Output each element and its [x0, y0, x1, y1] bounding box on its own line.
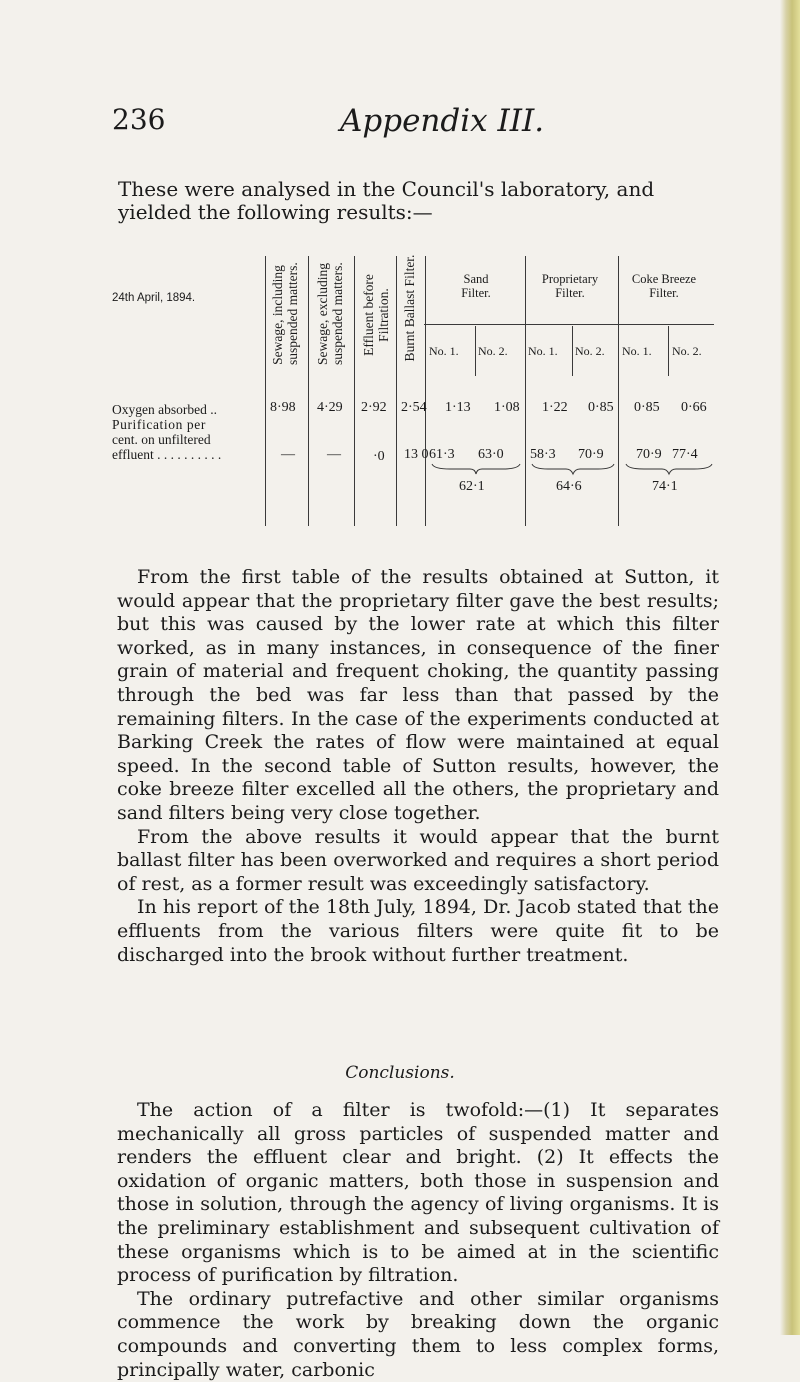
cell-prop-no2-purification: 70·9 — [578, 447, 604, 462]
cell-prop-no2-oxygen: 0·85 — [588, 400, 614, 415]
group-header-coke — [614, 272, 714, 300]
col-header-line: Sewage, including — [270, 265, 285, 365]
paragraph: The action of a filter is twofold:—(1) It separates mechanically all gross particles of suspended matter and renders the effluent clear and bright. (2) It effects the oxidation of organic matters, both those in suspension and those in solution, through the agency of living organisms. It is the preliminary establishment and subsequent cultivation of these organisms which is to be aimed at in the scientific process of purification by filtration. — [117, 1099, 719, 1287]
cell-coke-no1-purification: 70·9 — [636, 447, 662, 462]
page-number: 236 — [112, 103, 166, 136]
col-header-effluent-before — [361, 265, 391, 365]
cell-coke-no2-oxygen: 0·66 — [681, 400, 707, 415]
group-header-sand — [446, 272, 506, 300]
sand-mean-brace — [430, 462, 522, 476]
col-header-line: Sewage, excluding — [315, 263, 330, 365]
cell-sand-no1-oxygen: 1·13 — [445, 400, 471, 415]
conclusions-text — [117, 1099, 719, 1382]
group-header-proprietary — [525, 272, 615, 300]
group-header-line: Filter. — [555, 286, 585, 300]
col-rule — [572, 326, 573, 376]
col-rule — [475, 326, 476, 376]
sand-mean: 62·1 — [459, 479, 485, 494]
cell-burnt-ballast-oxygen: 2·54 — [401, 400, 427, 415]
subheader-prop-no2: No. 2. — [575, 344, 605, 358]
cell-prop-no1-oxygen: 1·22 — [542, 400, 568, 415]
col-rule — [425, 256, 426, 526]
row-label-line: Purification per — [112, 417, 206, 432]
cell-effluent-before-oxygen: 2·92 — [361, 400, 387, 415]
coke-mean: 74·1 — [652, 479, 678, 494]
col-rule — [265, 256, 266, 526]
row-label-line: cent. on unfiltered — [112, 432, 211, 447]
group-header-line: Filter. — [461, 286, 491, 300]
discussion-text — [117, 566, 719, 967]
cell-prop-no1-purification: 58·3 — [530, 447, 556, 462]
col-header-line: suspended matters. — [285, 262, 300, 365]
prop-mean-brace — [530, 462, 616, 476]
cell-sand-no2-purification: 63·0 — [478, 447, 504, 462]
subheader-sand-no2: No. 2. — [478, 344, 508, 358]
cell-sewage-incl-purification: — — [281, 447, 295, 462]
subheader-coke-no2: No. 2. — [672, 344, 702, 358]
paragraph: From the first table of the results obtained at Sutton, it would appear that the proprietary filter gave the best results; but this was caused by the lower rate at which this filter worked, as in many instances, in consequence of the finer grain of material and frequent choking, the quantity passing through the bed was far less than that passed by the remaining filters. In the case of the experiments conducted at Barking Creek the rates of flow were maintained at equal speed. In the second table of Sutton results, however, the coke breeze filter excelled all the others, the proprietary and sand filters being very close together. — [117, 566, 719, 824]
cell-sewage-excl-oxygen: 4·29 — [317, 400, 343, 415]
row-label-line: Oxygen absorbed .. — [112, 402, 217, 417]
row-label-line: effluent . . . . . . . . . . — [112, 447, 222, 462]
col-header-sewage-incl — [270, 262, 300, 365]
col-header-burnt-ballast: Burnt Ballast Filter. — [402, 254, 417, 362]
subheader-rule — [424, 324, 714, 325]
col-header-line: Effluent before — [361, 274, 376, 356]
paragraph: From the above results it would appear that the burnt ballast filter has been overworked and requires a short period of rest, as a former result was exceedingly satisfactory. — [117, 825, 719, 895]
subheader-sand-no1: No. 1. — [429, 344, 459, 358]
cell-coke-no2-purification: 77·4 — [672, 447, 698, 462]
cell-effluent-before-purification: ·0 — [373, 449, 385, 464]
conclusions-heading: Conclusions. — [345, 1063, 455, 1083]
col-header-line: suspended matters. — [330, 262, 345, 365]
cell-sand-no2-oxygen: 1·08 — [494, 400, 520, 415]
cell-sewage-excl-purification: — — [327, 447, 341, 462]
group-header-line: Filter. — [649, 286, 679, 300]
group-header-line: Coke Breeze — [631, 272, 697, 286]
subheader-prop-no1: No. 1. — [528, 344, 558, 358]
cell-burnt-ballast-purification: 13 0 — [404, 447, 429, 462]
date-label: 24th April, 1894. — [112, 292, 196, 304]
paragraph: In his report of the 18th July, 1894, Dr. Jacob stated that the effluents from the various filters were quite fit to be discharged into the brook without further treatment. — [117, 896, 719, 966]
results-table — [0, 0, 800, 560]
cell-sewage-incl-oxygen: 8·98 — [270, 400, 296, 415]
col-header-sewage-excl — [315, 262, 345, 365]
group-header-line: Proprietary — [541, 272, 599, 286]
col-rule — [354, 256, 355, 526]
running-title: Appendix III. — [340, 103, 545, 139]
col-rule — [396, 256, 397, 526]
intro-text: These were analysed in the Council's laboratory, and yielded the following results:— — [118, 177, 655, 224]
subheader-coke-no1: No. 1. — [622, 344, 652, 358]
paragraph: The ordinary putrefactive and other similar organisms commence the work by breaking down the organic compounds and converting them to less complex forms, principally water, carbonic — [117, 1287, 719, 1381]
coke-mean-brace — [624, 462, 714, 476]
cell-coke-no1-oxygen: 0·85 — [634, 400, 660, 415]
cell-sand-no1-purification: 61·3 — [429, 447, 455, 462]
col-header-line: Filtration. — [376, 288, 391, 342]
proprietary-mean: 64·6 — [556, 479, 582, 494]
col-rule — [308, 256, 309, 526]
row-label — [112, 402, 221, 462]
group-header-line: Sand — [463, 272, 489, 286]
col-rule — [668, 326, 669, 376]
